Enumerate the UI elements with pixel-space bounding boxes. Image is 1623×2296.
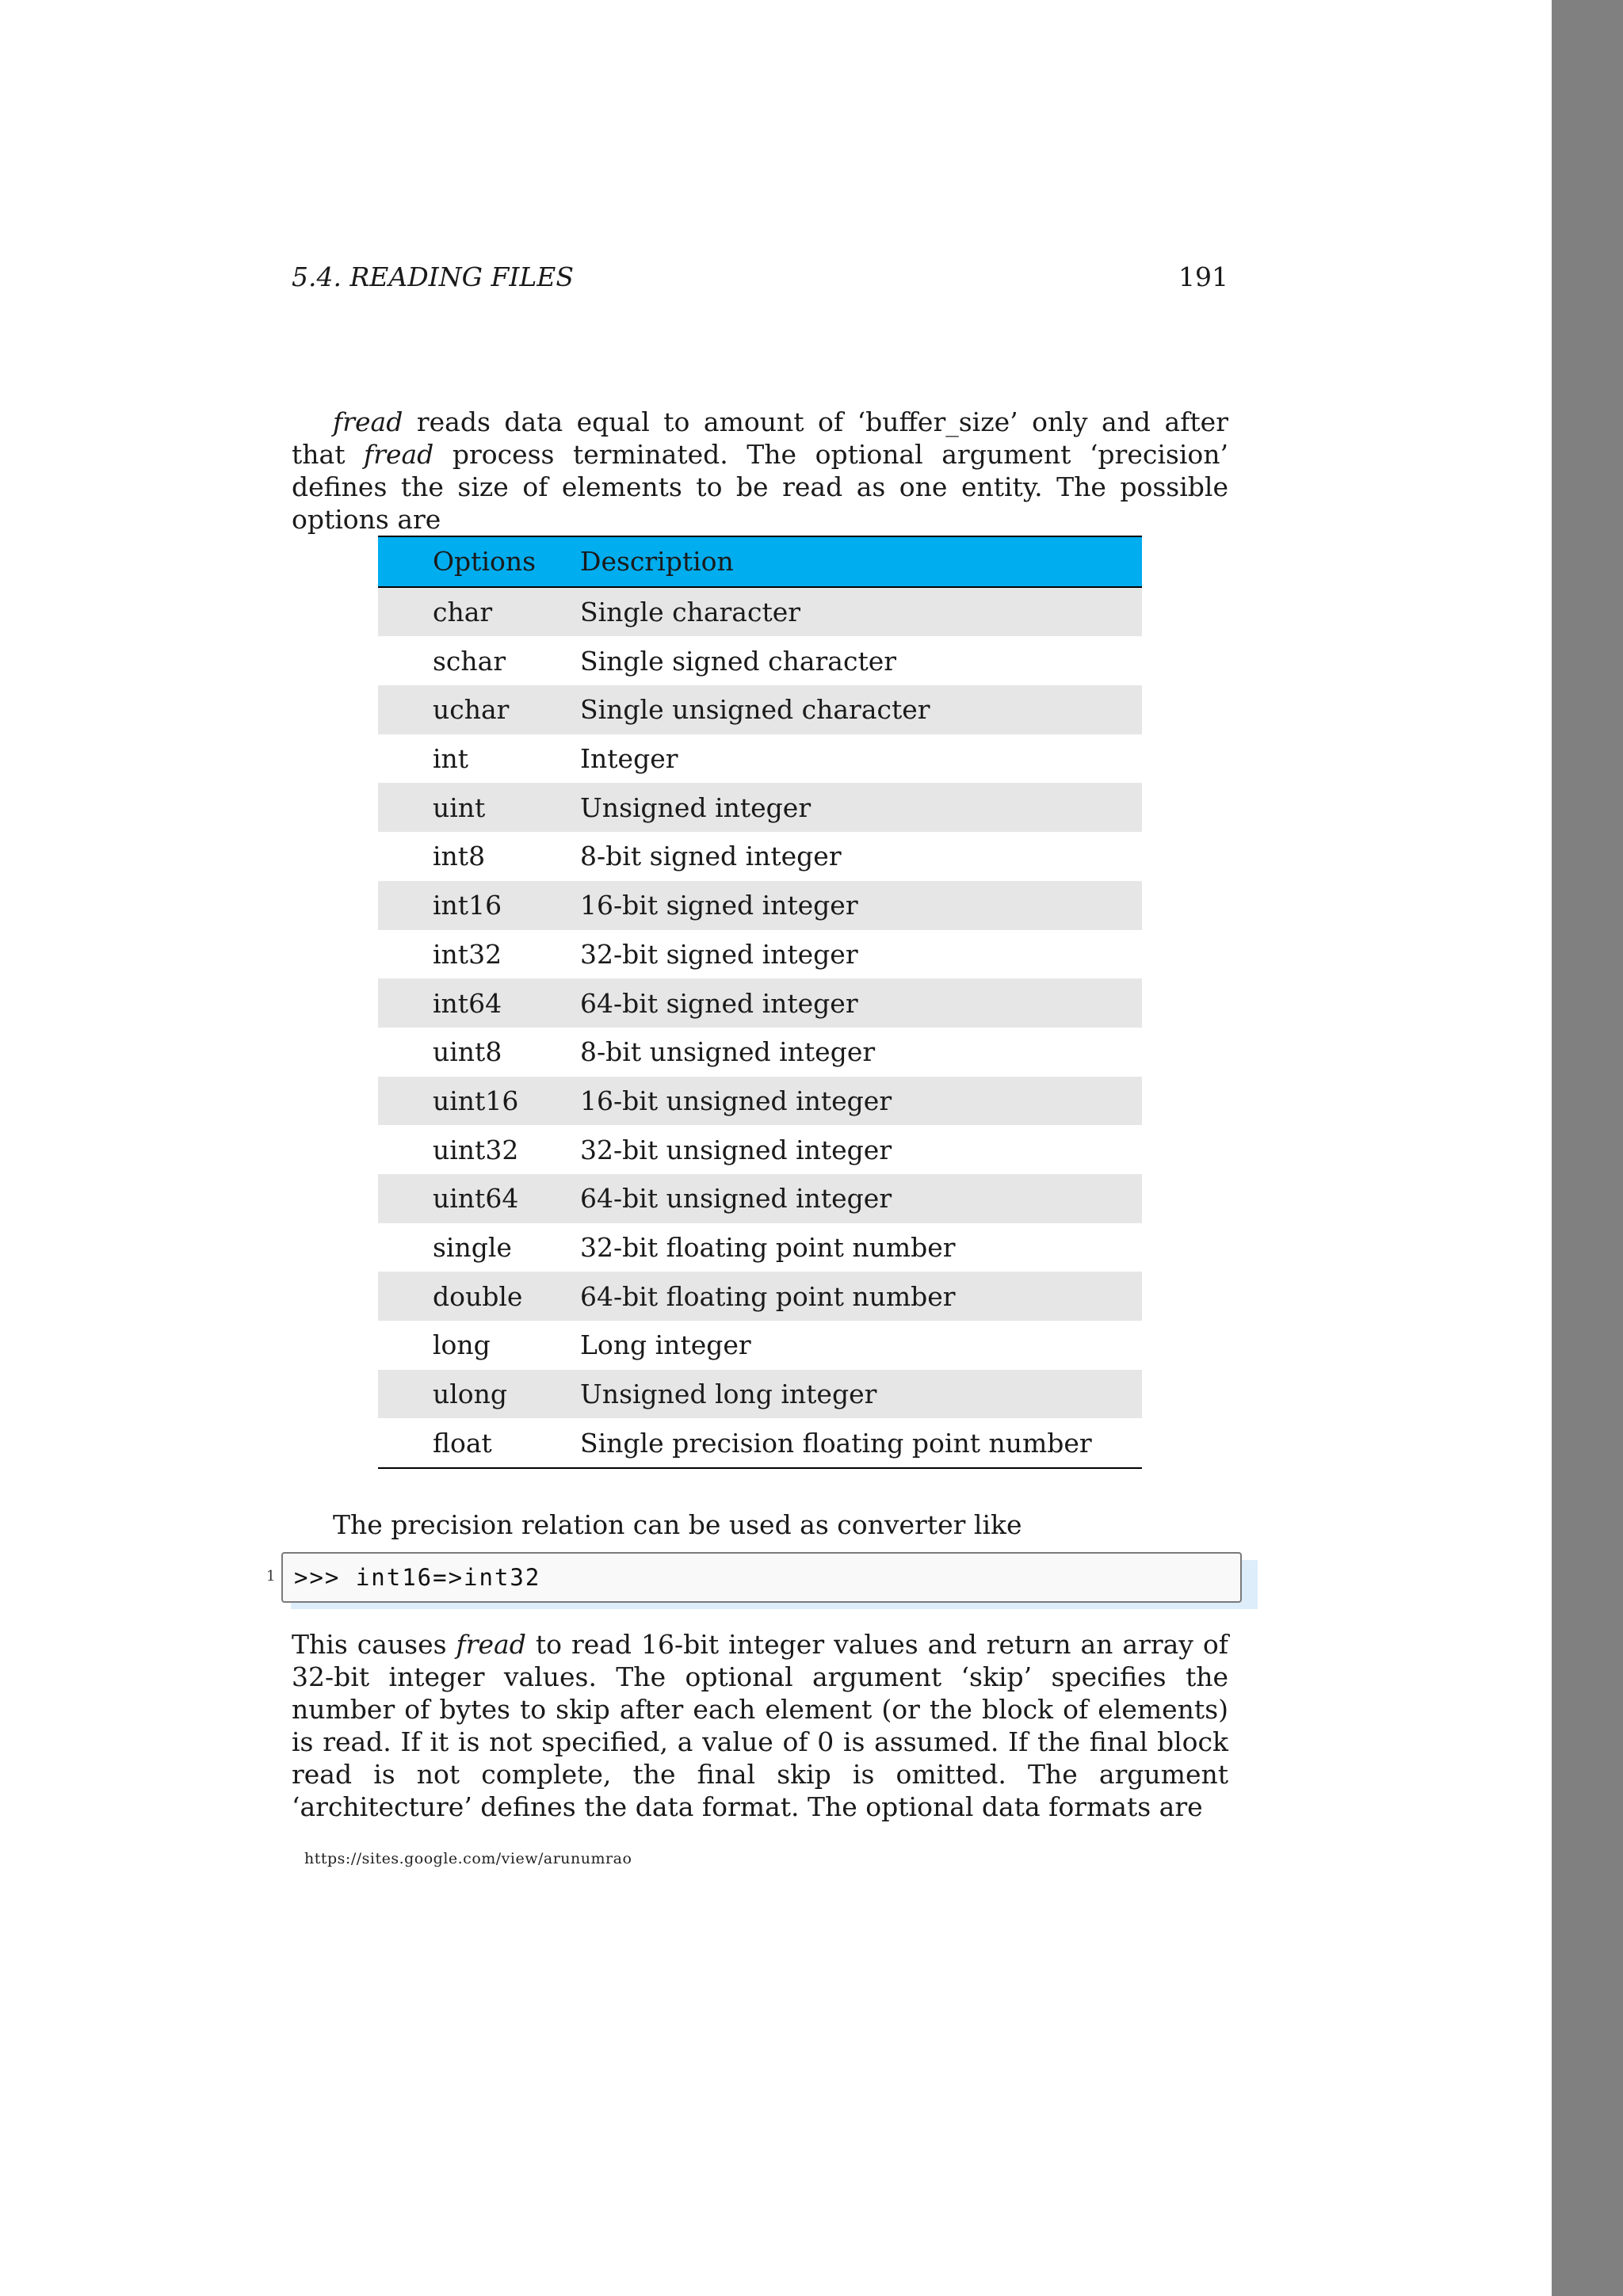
description-cell: Single character: [580, 597, 801, 628]
option-cell: int64: [433, 987, 502, 1019]
page-number: 191: [1178, 261, 1228, 292]
table-row: [378, 1272, 1142, 1321]
option-cell: uint64: [433, 1183, 519, 1215]
table-row: [378, 978, 1142, 1028]
option-cell: uint16: [433, 1085, 519, 1116]
table-header-row: [378, 536, 1142, 587]
option-cell: float: [433, 1427, 492, 1459]
option-cell: int: [433, 743, 469, 775]
description-cell: 16-bit unsigned integer: [580, 1085, 892, 1116]
description-cell: Long integer: [580, 1329, 751, 1361]
description-cell: 64-bit floating point number: [580, 1280, 956, 1312]
table-row: [378, 1125, 1142, 1174]
table-row: [378, 1418, 1142, 1468]
option-cell: double: [433, 1280, 523, 1312]
table-row: [378, 1028, 1142, 1077]
table-row: [378, 1174, 1142, 1223]
code-box: [281, 1552, 1242, 1603]
description-cell: 8-bit signed integer: [580, 841, 842, 872]
precision-options-table: [378, 536, 1142, 1469]
description-cell: 64-bit signed integer: [580, 987, 858, 1019]
code-listing: [281, 1552, 1240, 1603]
intro-paragraph: [292, 406, 1228, 536]
table-row: [378, 1321, 1142, 1370]
paragraph-text: process terminated. The optional argument ‘precision’ defines the size of elements to be read as one entity. The possible options are: [292, 439, 1228, 535]
description-cell: Single precision floating point number: [580, 1427, 1092, 1459]
description-cell: Unsigned integer: [580, 791, 812, 823]
fread-term: fread: [456, 1629, 526, 1660]
description-cell: 16-bit signed integer: [580, 890, 858, 921]
table-row: [378, 734, 1142, 784]
running-header: [292, 261, 1228, 293]
converter-paragraph: The precision relation can be used as converter like: [333, 1509, 1022, 1540]
description-cell: Single signed character: [580, 645, 897, 677]
table-row: [378, 930, 1142, 979]
option-cell: ulong: [433, 1379, 508, 1410]
paragraph-text: This causes: [292, 1629, 456, 1660]
paragraph-text: reads data equal to amount of ‘buffer_size’ only and after that: [292, 406, 1228, 470]
table-body: [378, 587, 1142, 1468]
option-cell: schar: [433, 645, 506, 677]
column-header-options: Options: [433, 546, 537, 578]
paragraph-text: to read 16-bit integer values and return an array of 32-bit integer values. The optional argument ‘skip’ specifies the number of bytes to skip after each element (or the block of elements) is read. If it is not specified, a value of 0 is assumed. If the final block read is not complete, the final skip is omitted. The argument ‘architecture’ defines the data format. The optional data formats are: [292, 1629, 1229, 1822]
option-cell: uchar: [433, 694, 510, 726]
option-cell: long: [433, 1329, 491, 1361]
fread-term: fread: [363, 439, 434, 470]
description-cell: 32-bit unsigned integer: [580, 1134, 892, 1165]
table-row: [378, 1077, 1142, 1126]
description-cell: 8-bit unsigned integer: [580, 1036, 876, 1068]
code-line-number: 1: [266, 1568, 276, 1585]
footer-url: https://sites.google.com/view/arunumrao: [304, 1850, 632, 1867]
description-cell: 64-bit unsigned integer: [580, 1183, 892, 1215]
description-cell: 32-bit floating point number: [580, 1231, 956, 1263]
table-row: [378, 1370, 1142, 1419]
description-cell: Unsigned long integer: [580, 1379, 877, 1410]
description-cell: 32-bit signed integer: [580, 938, 858, 970]
column-header-description: Description: [580, 546, 734, 578]
table-row: [378, 587, 1142, 637]
description-cell: Single unsigned character: [580, 694, 930, 726]
section-title: 5.4. READING FILES: [292, 261, 574, 292]
option-cell: single: [433, 1231, 512, 1263]
table-row: [378, 881, 1142, 930]
table-row: [378, 832, 1142, 881]
table-row: [378, 636, 1142, 685]
code-text: >>> int16=>int32: [294, 1564, 541, 1591]
option-cell: uint8: [433, 1036, 502, 1068]
viewer-side-bar: [1552, 0, 1623, 2296]
description-cell: Integer: [580, 743, 678, 775]
fread-term: fread: [333, 406, 403, 437]
table-row: [378, 783, 1142, 832]
option-cell: char: [433, 597, 493, 628]
option-cell: int16: [433, 890, 502, 921]
skip-architecture-paragraph: [292, 1628, 1228, 1823]
option-cell: int8: [433, 841, 486, 872]
option-cell: int32: [433, 938, 502, 970]
table-row: [378, 1223, 1142, 1272]
option-cell: uint32: [433, 1134, 519, 1165]
option-cell: uint: [433, 791, 486, 823]
table-row: [378, 685, 1142, 734]
